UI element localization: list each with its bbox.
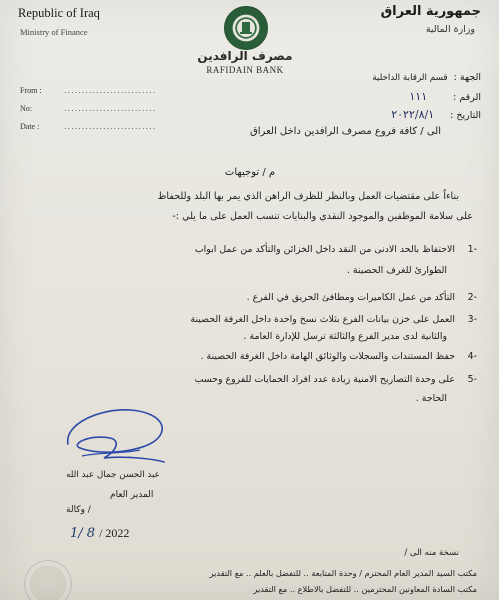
item-text: العمل على خزن بيانات الفرع بثلاث نسخ واحدة داخل الغرفة الحصينة (190, 314, 455, 325)
item-number: -2 (467, 292, 477, 303)
from-dots: .......................... (64, 86, 157, 95)
date-row-right (391, 108, 481, 121)
cc-line: مكتب السادة المعاونين المحترمين .. للتفضل بالاطلاع .. مع التقدير (253, 584, 477, 594)
date-dots: .......................... (64, 122, 157, 131)
item-number: -3 (467, 314, 477, 325)
signatory-title-suffix: / وكالة (66, 505, 91, 515)
list-item (37, 373, 477, 386)
item-text: حفظ المستندات والسجلات والوثائق الهامة داخل الغرفة الحصينة . (200, 351, 455, 362)
date-value-ar: ٢٠٢٢/٨/١ (391, 108, 435, 121)
addressee: الى / كافة فروع مصرف الرافدين داخل العراق (250, 126, 441, 137)
intro-line-1: بناءاً على مقتضيات العمل وبالنظر للظرف الراهن الذي يمر بها البلد وللحفاظ (157, 191, 459, 202)
item-number: -4 (467, 351, 477, 362)
item-continuation: الطوارئ للغرف الحصينة . (346, 265, 447, 276)
subject: م / توجيهات (224, 167, 276, 178)
intro-line-2: على سلامة الموظفين والموجود النقدي والبنايات تنسب العمل على ما يلي :- (172, 211, 473, 222)
list-item (37, 243, 477, 256)
from-label: From : (20, 86, 42, 95)
signatory-name: عبد الحسن جمال عبد الله (66, 470, 160, 480)
cc-heading: نسخة منه الى / (404, 548, 459, 558)
header-right-subtitle: وزارة المالية (425, 24, 475, 35)
signature-icon (60, 404, 170, 466)
list-item (37, 291, 477, 304)
item-continuation: والثانية لدى مدير الفرع والثالثة ترسل للإدارة العامة . (243, 331, 447, 342)
bank-name-english: RAFIDAIN BANK (206, 65, 284, 75)
header-left-title: Republic of Iraq (18, 6, 100, 20)
watermark-stamp-icon (24, 560, 72, 600)
no-dots: .......................... (64, 104, 157, 113)
side-label: الجهة : (453, 72, 481, 83)
number-label: الرقم : (453, 92, 481, 103)
header-right-title: جمهورية العراق (380, 4, 481, 19)
date-label: Date : (20, 122, 40, 131)
date-label-ar: التاريخ : (450, 110, 481, 121)
signature-date-year: / 2022 (99, 526, 130, 540)
bank-logo-icon (224, 6, 268, 50)
item-number: -1 (467, 244, 477, 255)
signature-date (70, 526, 129, 541)
bank-name-arabic: مصرف الرافدين (197, 49, 293, 63)
number-value: ١١١ (409, 90, 428, 103)
item-number: -5 (467, 374, 477, 385)
item-text: الاحتفاظ بالحد الادنى من النقد داخل الخزائن والتأكد من عمل ابواب (194, 244, 455, 255)
item-text: التأكد من عمل الكاميرات ومطافئ الحريق في الفرع . (246, 292, 455, 303)
header-left-subtitle: Ministry of Finance (20, 27, 88, 37)
list-item (37, 350, 477, 363)
list-item (37, 313, 477, 326)
item-continuation: الحاجة . (415, 393, 447, 404)
signature-date-handwritten: 1/ 8 (70, 526, 96, 541)
side-row (372, 72, 481, 83)
no-label: No: (20, 104, 32, 113)
item-text: على وحدة التصاريح الامنية زيادة عدد افراد الحمايات للفروع وحسب (194, 374, 455, 385)
number-row (409, 90, 481, 103)
signatory-title: المدير العام (110, 490, 154, 500)
side-value: قسم الرقابة الداخلية (372, 73, 448, 83)
cc-line: مكتب السيد المدير العام المحترم / وحدة المتابعة .. للتفضل بالعلم .. مع التقدير (209, 568, 477, 578)
